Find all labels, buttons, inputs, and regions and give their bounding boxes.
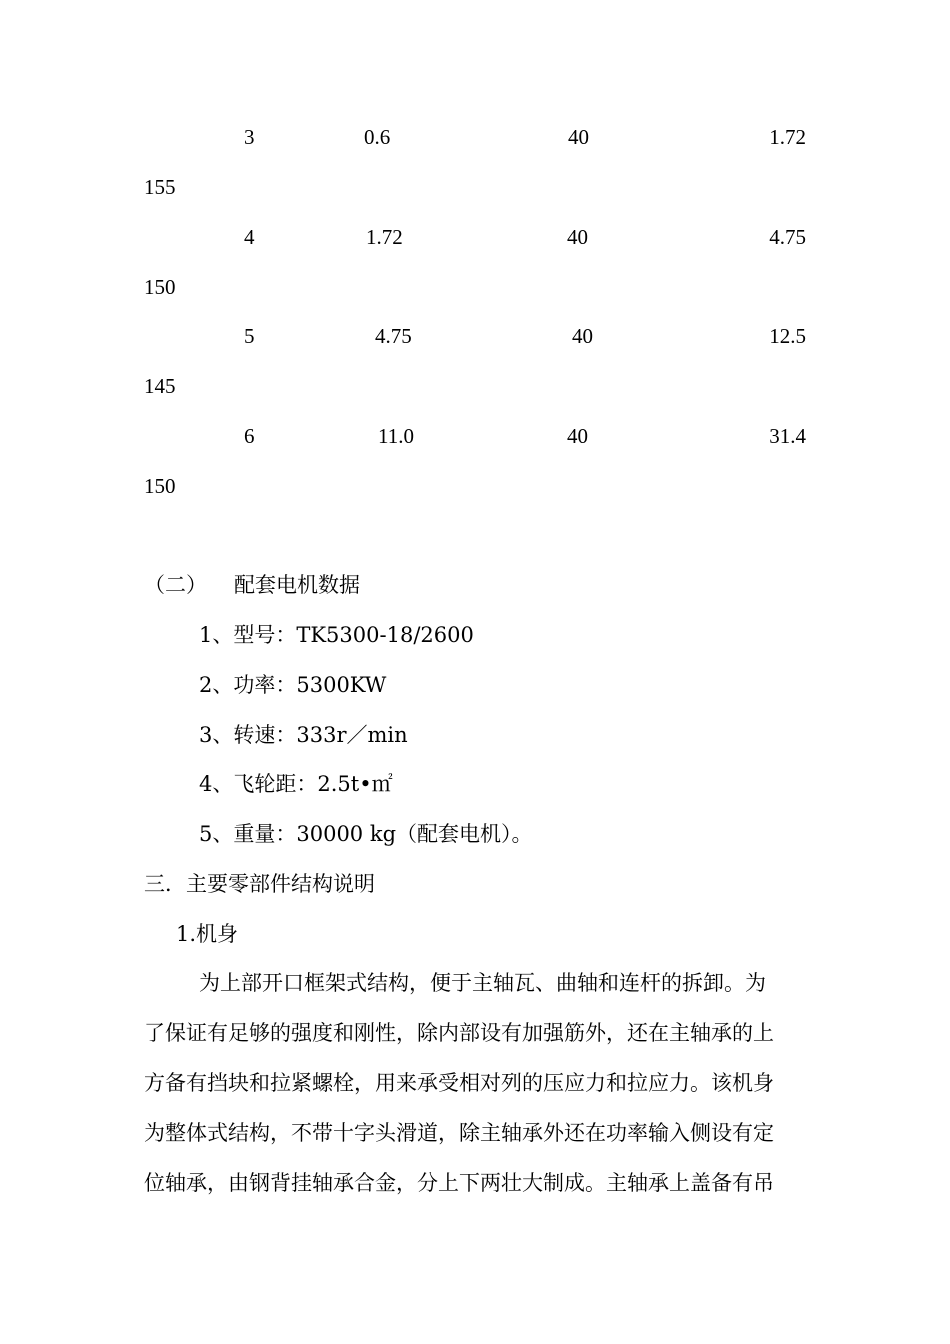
table-cell-col3: 40 xyxy=(567,424,588,448)
motor-item-weight: 5、重量：30000 kg（配套电机）。 xyxy=(199,822,533,846)
table-cell-stage: 5 xyxy=(244,324,255,348)
table-cell-stage: 3 xyxy=(244,125,255,149)
motor-item-model: 1、型号：TK5300-18/2600 xyxy=(199,623,474,647)
motor-section-heading: 配套电机数据 xyxy=(234,573,360,597)
motor-item-flywheel: 4、飞轮距：2.5t•㎡ xyxy=(199,772,393,796)
table-cell-col5: 155 xyxy=(144,175,176,199)
motor-item-power: 2、功率：5300KW xyxy=(199,673,387,697)
paragraph-line: 方备有挡块和拉紧螺栓，用来承受相对列的压应力和拉应力。该机身 xyxy=(144,1071,774,1095)
parts-section-heading: 三．主要零部件结构说明 xyxy=(144,872,375,896)
table-cell-col4: 31.4 xyxy=(769,424,806,448)
paragraph-line: 为整体式结构，不带十字头滑道，除主轴承外还在功率输入侧设有定 xyxy=(144,1121,774,1145)
table-cell-col5: 145 xyxy=(144,374,176,398)
table-cell-stage: 4 xyxy=(244,225,255,249)
table-cell-col5: 150 xyxy=(144,275,176,299)
table-cell-col4: 1.72 xyxy=(769,125,806,149)
table-cell-col4: 4.75 xyxy=(769,225,806,249)
table-cell-col2: 4.75 xyxy=(375,324,412,348)
table-cell-col4: 12.5 xyxy=(769,324,806,348)
table-cell-col2: 1.72 xyxy=(366,225,403,249)
motor-item-speed: 3、转速：333r／min xyxy=(199,723,408,747)
table-cell-col5: 150 xyxy=(144,474,176,498)
table-cell-col3: 40 xyxy=(572,324,593,348)
table-cell-col3: 40 xyxy=(568,125,589,149)
paragraph-line: 为上部开口框架式结构，便于主轴瓦、曲轴和连杆的拆卸。为 xyxy=(199,971,766,995)
table-cell-col3: 40 xyxy=(567,225,588,249)
paragraph-line: 了保证有足够的强度和刚性，除内部设有加强筋外，还在主轴承的上 xyxy=(144,1021,774,1045)
motor-section-prefix: （二） xyxy=(144,573,207,597)
table-cell-col2: 0.6 xyxy=(364,125,391,149)
table-cell-col2: 11.0 xyxy=(378,424,414,448)
paragraph-line: 位轴承，由钢背挂轴承合金，分上下两壮大制成。主轴承上盖备有吊 xyxy=(144,1171,774,1195)
table-cell-stage: 6 xyxy=(244,424,255,448)
parts-sub-heading: 1.机身 xyxy=(176,922,239,946)
